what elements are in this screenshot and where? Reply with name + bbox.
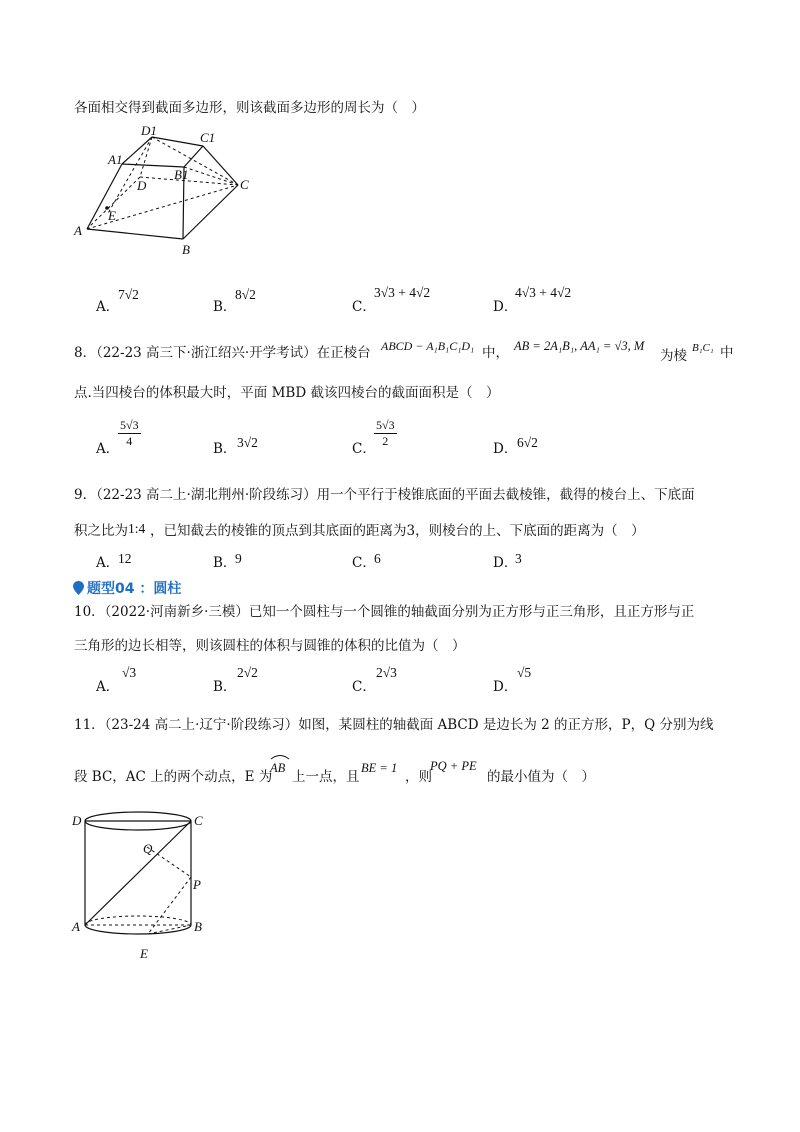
q10-line1: 10．（2022·河南新乡·三模）已知一个圆柱与一个圆锥的轴截面分别为正方形与正三角形，且正方形与正 (74, 604, 695, 620)
label-B: B (194, 919, 202, 934)
q7-frustum-figure (70, 122, 270, 262)
q8-line1-b: 中， (482, 345, 509, 361)
q8-option-a-denominator: 4 (126, 434, 133, 448)
q7-option-b-letter: B． (213, 299, 237, 315)
label-C: C (240, 177, 249, 192)
q10-option-b-letter: B． (213, 679, 237, 695)
q11-line2-b: 上一点，且 (292, 769, 360, 785)
q8-option-b-value: 3√2 (237, 435, 258, 450)
label-A: A (74, 223, 82, 238)
label-Q: Q (143, 841, 153, 856)
q7-option-c-letter: C． (352, 299, 376, 315)
q10-option-a-value: √3 (122, 665, 137, 680)
arc-mark-icon (270, 754, 290, 760)
q7-option-a-letter: A． (96, 299, 120, 315)
q8-option-a-fraction (118, 418, 141, 449)
q9-line2-ratio: 1:4 (128, 521, 146, 536)
q10-option-d-value: √5 (517, 665, 532, 680)
q9-option-d-letter: D． (493, 555, 518, 571)
label-A1: A1 (108, 152, 123, 167)
q8-option-a-letter: A． (96, 441, 120, 457)
q10-option-c-letter: C． (352, 679, 376, 695)
q8-line1-math2: AB = 2A₁B₁, AA₁ = √3, M (514, 339, 645, 353)
q11-cylinder-figure (70, 805, 220, 965)
q11-line2-cond: BE = 1 (361, 761, 398, 775)
q8-option-c-fraction (374, 418, 397, 449)
q8-option-c-denominator: 2 (382, 434, 389, 448)
q7-option-c-value: 3√3 + 4√2 (374, 285, 431, 300)
q8-line1-d: 中 (720, 345, 734, 361)
q8-option-d-value: 6√2 (517, 435, 538, 450)
q9-option-a-value: 12 (118, 551, 132, 566)
q11-arc-label: AB (270, 761, 286, 775)
label-D1: D1 (141, 123, 157, 138)
q9-option-c-value: 6 (374, 551, 381, 566)
q8-line1-c: 为棱 (660, 348, 687, 364)
q7-option-d-letter: D． (493, 299, 518, 315)
q11-line2-a: 段 BC，AC 上的两个动点，E 为 (74, 769, 273, 785)
q11-line2-c: ，则 (405, 769, 432, 785)
q9-option-d-value: 3 (515, 551, 522, 566)
section-heading (73, 578, 181, 598)
q10-option-a-letter: A． (96, 679, 120, 695)
q8-option-c-numerator: 5√3 (376, 418, 395, 432)
q10-option-b-value: 2√2 (237, 665, 258, 680)
q11-line2-arc (270, 759, 285, 777)
label-C1: C1 (200, 130, 216, 145)
q8-option-d-letter: D． (493, 441, 518, 457)
q7-option-d-value: 4√3 + 4√2 (515, 285, 572, 300)
q9-option-b-letter: B． (213, 555, 237, 571)
label-E: E (140, 946, 148, 961)
q8-line1-math3: B₁C₁ (692, 342, 714, 354)
q11-line2-expr: PQ + PE (430, 759, 477, 773)
q9-option-b-value: 9 (235, 551, 242, 566)
q8-option-b-letter: B． (213, 441, 237, 457)
q10-option-c-value: 2√3 (376, 665, 397, 680)
label-P: P (193, 877, 201, 892)
label-E: E (108, 208, 116, 223)
q7-option-b-value: 8√2 (235, 287, 256, 302)
label-B: B (182, 242, 190, 257)
q9-line2-b: ，已知截去的棱锥的顶点到其底面的距离为3，则棱台的上、下底面的距离为（ ） (150, 523, 645, 539)
section-label: 题型04 ：圆柱 (87, 581, 182, 597)
q8-option-c-letter: C． (352, 441, 376, 457)
q8-line1-math1: ABCD − A₁B₁C₁D₁ (381, 339, 475, 353)
q8-line2: 点.当四棱台的体积最大时，平面 MBD 截该四棱台的截面面积是（ ） (74, 385, 500, 401)
q9-line2-a: 积之比为 (74, 523, 128, 539)
q8-option-a-numerator: 5√3 (120, 418, 139, 432)
q9-line1: 9．（22-23 高二上·湖北荆州·阶段练习）用一个平行于棱锥底面的平面去截棱锥，截得的棱台上、下底面 (74, 487, 695, 503)
q11-line1: 11．（23-24 高二上·辽宁·阶段练习）如图，某圆柱的轴截面 ABCD 是边长为 2 的正方形，P，Q 分别为线 (74, 717, 714, 733)
q7-intro: 各面相交得到截面多边形，则该截面多边形的周长为（ ） (74, 100, 425, 116)
q9-option-a-letter: A． (96, 555, 120, 571)
location-pin-icon (73, 581, 84, 595)
q8-line1-a: 8．（22-23 高三下·浙江绍兴·开学考试）在正棱台 (74, 345, 371, 361)
label-B1: B1 (174, 167, 189, 182)
q11-line2-d: 的最小值为（ ） (487, 769, 595, 785)
q10-option-d-letter: D． (493, 679, 518, 695)
q7-option-a-value: 7√2 (118, 287, 139, 302)
label-A: A (72, 919, 80, 934)
q10-line2: 三角形的边长相等，则该圆柱的体积与圆锥的体积的比值为（ ） (74, 638, 466, 654)
label-C: C (194, 813, 203, 828)
q9-option-c-letter: C． (352, 555, 376, 571)
label-D: D (137, 178, 147, 193)
label-D: D (72, 813, 82, 828)
